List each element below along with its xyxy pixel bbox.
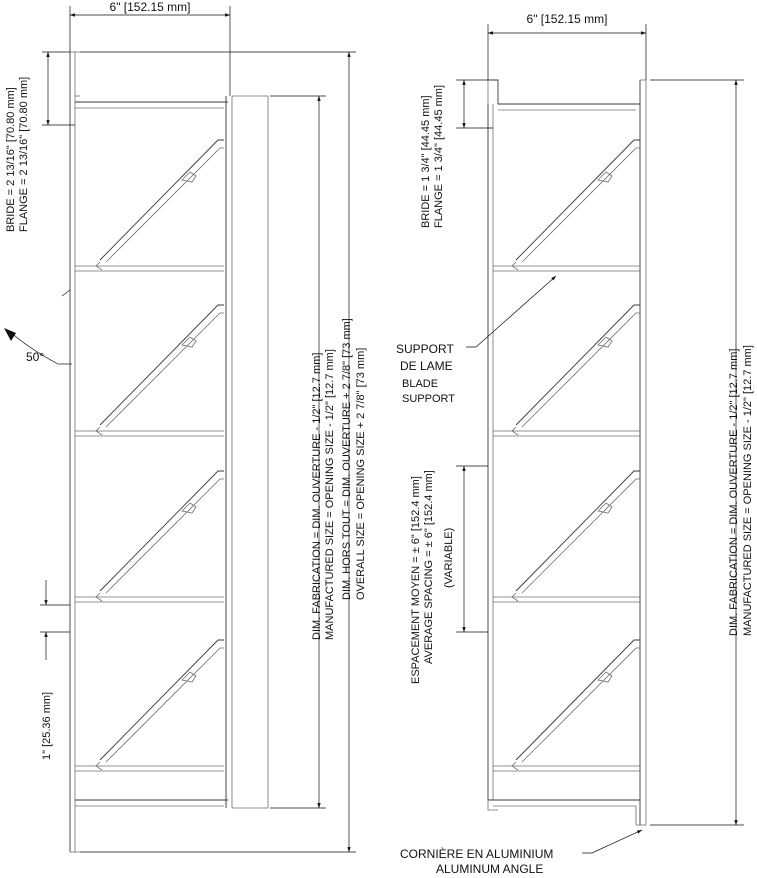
right-blade-4 — [512, 640, 640, 770]
left-blade-3 — [96, 471, 224, 601]
left-blade-1 — [96, 140, 224, 270]
blade-support-fr-2: DE LAME — [400, 359, 453, 373]
left-blade-supports — [75, 266, 224, 771]
left-mfg-fr: DIM. FABRICATION = DIM. OUVERTURE - 1/2" [12.7 mm] — [311, 352, 323, 640]
right-frame — [488, 80, 646, 825]
left-overall-en: OVERALL SIZE = OPENING SIZE + 2 7/8" [73 mm] — [355, 347, 367, 600]
right-dimensions — [396, 12, 754, 876]
left-louver-section — [70, 52, 268, 852]
right-flange-en: FLANGE = 1 3/4" [44.45 mm] — [433, 85, 445, 228]
angle-label-fr: CORNIÈRE EN ALUMINIUM — [400, 847, 554, 861]
right-louver-section — [488, 80, 646, 825]
left-angle-label: 50° — [26, 350, 45, 364]
left-width-label: 6" [152.15 mm] — [109, 0, 191, 14]
angle-label-en: ALUMINUM ANGLE — [436, 862, 544, 876]
blade-support-en-2: SUPPORT — [402, 393, 455, 405]
blade-support-fr-1: SUPPORT — [396, 342, 454, 356]
left-overall-fr: DIM. HORS TOUT = DIM. OUVERTURE + 2 7/8" [73 mm] — [341, 318, 353, 600]
right-mfg-fr: DIM. FABRICATION = DIM. OUVERTURE - 1/2" [12.7 mm] — [728, 348, 740, 636]
left-flange-en: FLANGE = 2 13/16" [70.80 mm] — [18, 76, 30, 232]
left-blade-depth: 1" [25.36 mm] — [41, 691, 53, 760]
spacing-note: (VARIABLE) — [443, 527, 455, 588]
right-blade-3 — [512, 471, 640, 601]
spacing-fr: ESPACEMENT MOYEN = ± 6" [152.4 mm] — [410, 476, 422, 684]
left-flange-fr: BRIDE = 2 13/16" [70.80 mm] — [5, 87, 17, 232]
right-blade-supports — [493, 266, 640, 771]
blade-support-en-1: BLADE — [402, 378, 439, 390]
spacing-en: AVERAGE SPACING = ± 6" [152.4 mm] — [423, 470, 435, 664]
right-blade-2 — [512, 305, 640, 435]
left-blade-2 — [96, 305, 224, 435]
right-mfg-en: MANUFACTURED SIZE = OPENING SIZE - 1/2" [12.7 mm] — [742, 345, 754, 636]
left-blade-4 — [96, 640, 224, 770]
right-flange-fr: BRIDE = 1 3/4" [44.45 mm] — [420, 95, 432, 228]
right-blade-1 — [512, 140, 640, 270]
right-width-label: 6" [152.15 mm] — [526, 12, 608, 26]
left-frame — [70, 52, 268, 852]
left-dimensions — [4, 0, 367, 852]
left-mfg-en: MANUFACTURED SIZE = OPENING SIZE - 1/2" [12.7 mm] — [324, 349, 336, 640]
